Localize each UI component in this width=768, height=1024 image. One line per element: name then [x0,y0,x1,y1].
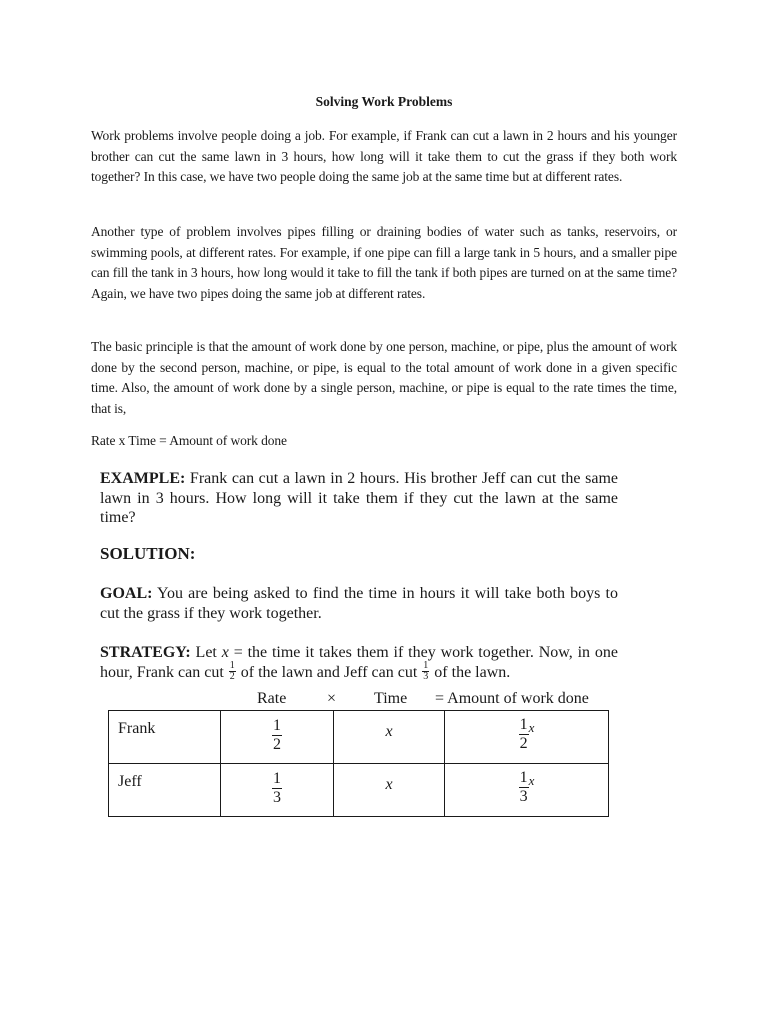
header-rate: Rate [257,690,287,707]
page-title: Solving Work Problems [315,94,453,109]
rate-fraction [272,718,282,753]
strategy-label: STRATEGY: [100,644,191,661]
goal-block [100,584,618,623]
rate-fraction [272,771,282,806]
amount-variable: x [528,720,535,736]
intro-paragraph: Work problems involve people doing a job. For example, if Frank can cut a lawn in 2 hours and his younger brother can cut the same lawn in 3 hours, how long will it take them to cut the grass if they both work together? In this case, we have two people doing the same job at the same time but at different rates. [91,128,677,184]
frank-fraction-den: 2 [229,670,235,682]
rate-den: 3 [273,789,281,806]
row-name: Frank [118,720,156,737]
work-table [108,710,609,817]
rate-den: 2 [273,736,281,753]
strategy-text-2: = the time it takes them if they work together. Now, in one hour, Frank can cut [100,644,619,681]
strategy-text-4: of the lawn. [430,663,511,681]
rate-cell [221,764,334,817]
goal-label: GOAL: [100,585,153,602]
principle-paragraph: The basic principle is that the amount of work done by one person, machine, or pipe, plus the amount of work done by the second person, machine, or pipe, is equal to the total amount of work done in a given specific time. Also, the amount of work done by a single person, machine, or pipe is equal to the rate times the time, that is, [91,339,677,416]
strategy-text-1: Let [190,644,222,661]
table-row [109,711,609,764]
strategy-text-3: of the lawn and Jeff can cut [236,663,422,681]
goal-text: You are being asked to find the time in hours it will take both boys to cut the grass if they work together. [100,585,618,622]
header-time: Time [374,690,408,707]
rate-cell [221,711,334,764]
amount-den: 2 [519,735,528,752]
amount-fraction [519,717,529,752]
header-amount: = Amount of work done [435,690,589,707]
jeff-fraction-num: 1 [423,659,429,671]
amount-num: 1 [519,769,528,786]
amount-cell [445,711,609,764]
jeff-fraction-den: 3 [423,670,429,682]
amount-fraction [519,770,529,805]
amount-num: 1 [519,716,528,733]
pipes-paragraph: Another type of problem involves pipes filling or draining bodies of water such as tanks, reservoirs, or swimming pools, at different rates. For example, if one pipe can fill a large tank in 5 hours, and a smaller pipe can fill the tank in 3 hours, how long would it take to fill the tank if both pipes are turned on at the same time? Again, we have two pipes doing the same job at different rates. [91,224,677,301]
amount-den: 3 [519,788,528,805]
example-block [100,469,618,528]
row-name-cell [109,711,221,764]
strategy-block [100,643,618,684]
frank-fraction-num: 1 [229,659,235,671]
rate-num: 1 [273,717,281,734]
header-times: × [327,690,337,707]
strategy-variable: x [221,644,229,661]
frank-fraction [229,661,236,682]
time-cell [334,764,445,817]
solution-heading: SOLUTION: [100,544,196,563]
work-formula: Rate x Time = Amount of work done [91,433,287,448]
rate-num: 1 [273,770,281,787]
row-name-cell [109,764,221,817]
row-name: Jeff [118,773,142,790]
example-text: Frank can cut a lawn in 2 hours. His brother Jeff can cut the same lawn in 3 hours. How long will it take them if they cut the lawn at the same time? [100,470,618,526]
time-value: x [385,723,393,740]
example-label: EXAMPLE: [100,470,186,487]
jeff-fraction [422,661,429,682]
time-value: x [385,776,393,793]
time-cell [334,711,445,764]
amount-cell [445,764,609,817]
table-row [109,764,609,817]
amount-variable: x [528,773,535,789]
